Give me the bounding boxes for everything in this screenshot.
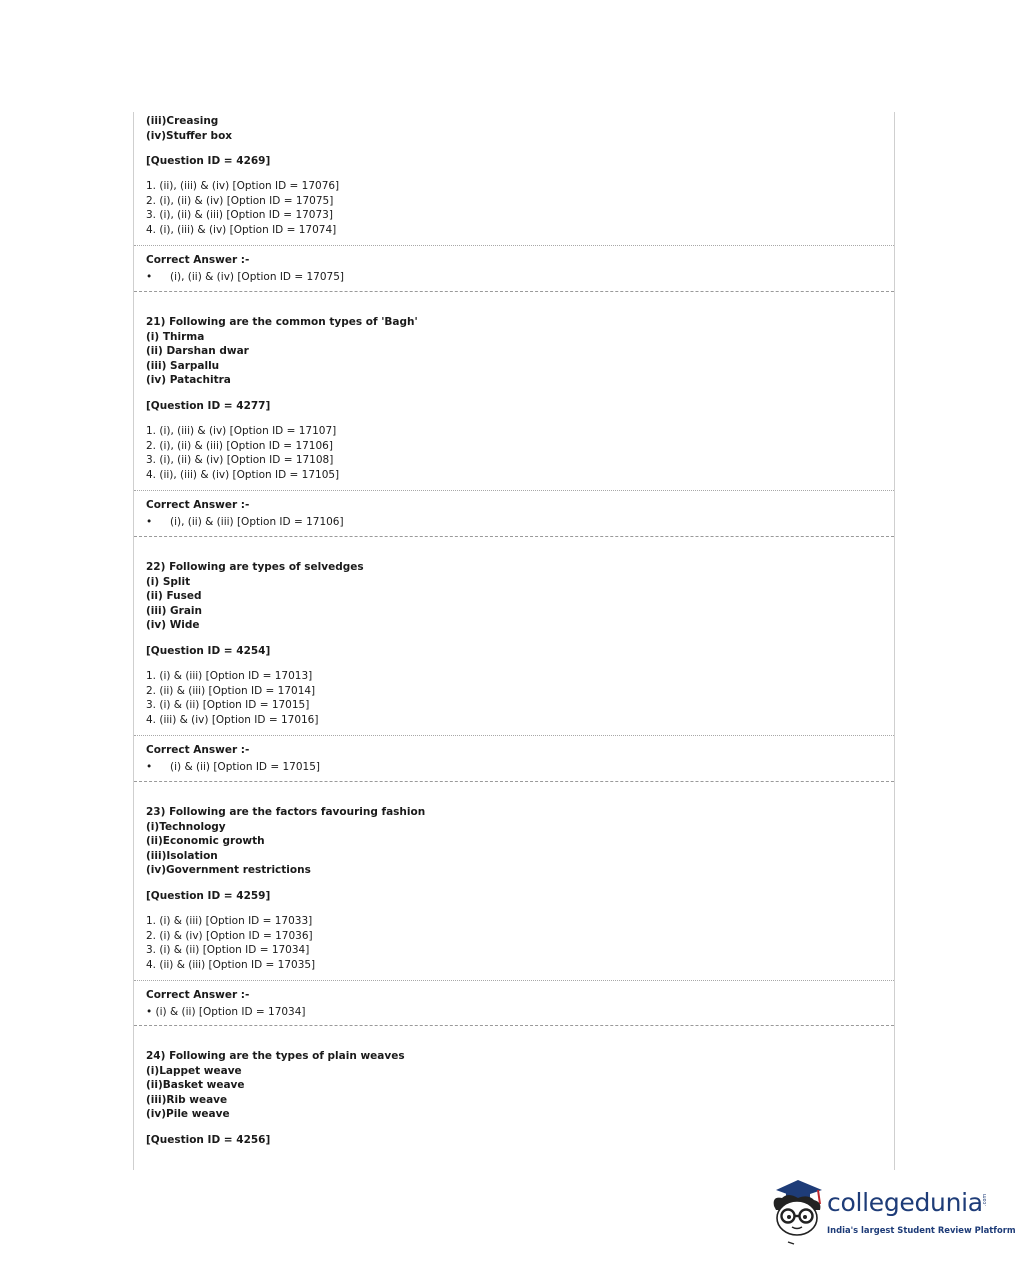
correct-answer-label: Correct Answer :-	[146, 989, 250, 1001]
logo-tagline: India's largest Student Review Platform	[827, 1225, 1016, 1235]
logo-wordmark: collegedunia	[827, 1188, 983, 1217]
option: 3. (i) & (ii) [Option ID = 17015]	[146, 699, 310, 712]
correct-answer	[146, 760, 320, 775]
question-id: [Question ID = 4277]	[146, 400, 271, 412]
option-list	[146, 669, 318, 727]
question-line: (i)Lappet weave	[146, 1064, 242, 1077]
question-line: (iv)Pile weave	[146, 1108, 230, 1121]
question-line: (i) Split	[146, 575, 191, 588]
question-20-tail	[146, 114, 232, 143]
question-line: (iii) Sarpallu	[146, 359, 220, 372]
question-21	[146, 315, 418, 388]
question-23	[146, 805, 425, 878]
option: 1. (ii), (iii) & (iv) [Option ID = 17076]	[146, 180, 340, 192]
question-line: (ii)Economic growth	[146, 835, 265, 848]
question-line: (i) Thirma	[146, 330, 205, 343]
question-stem: 23) Following are the factors favouring fashion	[146, 806, 426, 818]
divider	[134, 980, 894, 981]
collegedunia-logo	[768, 1176, 1016, 1246]
question-stem: 24) Following are the types of plain weaves	[146, 1050, 405, 1062]
question-line: (iii) Grain	[146, 604, 203, 617]
option: 3. (i), (ii) & (iii) [Option ID = 17073]	[146, 209, 333, 222]
answer-text: (i), (ii) & (iv) [Option ID = 17075]	[170, 271, 344, 283]
question-line: (iv) Wide	[146, 619, 200, 632]
question-line: (iii)Rib weave	[146, 1093, 228, 1106]
question-separator	[134, 536, 894, 537]
correct-answer	[146, 515, 344, 530]
option: 2. (i), (ii) & (iii) [Option ID = 17106]	[146, 439, 333, 452]
question-line: (iv)Government restrictions	[146, 864, 311, 877]
question-line: (ii) Darshan dwar	[146, 345, 249, 358]
question-stem: 22) Following are types of selvedges	[146, 561, 364, 573]
answer-text: (i) & (ii) [Option ID = 17034]	[155, 1006, 306, 1018]
question-separator	[134, 1025, 894, 1026]
divider	[134, 245, 894, 246]
correct-answer-label: Correct Answer :-	[146, 744, 250, 756]
option: 4. (i), (iii) & (iv) [Option ID = 17074]	[146, 223, 337, 236]
option-list	[146, 424, 339, 482]
correct-answer-label: Correct Answer :-	[146, 254, 250, 266]
question-line: (iv) Patachitra	[146, 374, 231, 387]
bullet: •	[146, 516, 153, 528]
option: 2. (i) & (iv) [Option ID = 17036]	[146, 929, 313, 942]
question-line: (ii)Basket weave	[146, 1079, 245, 1092]
question-separator	[134, 291, 894, 292]
question-id: [Question ID = 4254]	[146, 645, 271, 657]
option: 2. (ii) & (iii) [Option ID = 17014]	[146, 684, 316, 697]
answer-text: (i), (ii) & (iii) [Option ID = 17106]	[170, 516, 344, 528]
option-list	[146, 179, 339, 237]
question-22	[146, 560, 364, 633]
bullet: •	[146, 271, 153, 283]
question-separator	[134, 781, 894, 782]
logo-domain: .com	[982, 1193, 988, 1206]
bullet: •	[146, 761, 153, 773]
divider	[134, 735, 894, 736]
question-id: [Question ID = 4269]	[146, 155, 271, 167]
option: 3. (i) & (ii) [Option ID = 17034]	[146, 944, 310, 957]
question-line: (iii)Isolation	[146, 849, 218, 862]
option: 1. (i) & (iii) [Option ID = 17033]	[146, 915, 313, 927]
question-stem: 21) Following are the common types of 'Bagh'	[146, 316, 418, 328]
option: 1. (i), (iii) & (iv) [Option ID = 17107]	[146, 425, 337, 437]
option-list	[146, 914, 315, 972]
correct-answer	[146, 270, 344, 285]
mascot-icon	[768, 1176, 828, 1246]
option: 3. (i), (ii) & (iv) [Option ID = 17108]	[146, 454, 334, 467]
divider	[134, 490, 894, 491]
bullet: •	[146, 1006, 153, 1018]
option: 2. (i), (ii) & (iv) [Option ID = 17075]	[146, 194, 334, 207]
correct-answer-label: Correct Answer :-	[146, 499, 250, 511]
question-line: (iv)Stuffer box	[146, 129, 233, 142]
answer-text: (i) & (ii) [Option ID = 17015]	[170, 761, 320, 773]
question-id: [Question ID = 4256]	[146, 1134, 271, 1146]
option: 1. (i) & (iii) [Option ID = 17013]	[146, 670, 313, 682]
question-paper	[133, 112, 895, 1170]
question-line: (ii) Fused	[146, 590, 202, 603]
option: 4. (ii) & (iii) [Option ID = 17035]	[146, 958, 316, 971]
question-line: (i)Technology	[146, 820, 226, 833]
question-line: (iii)Creasing	[146, 115, 219, 127]
correct-answer	[146, 1005, 306, 1020]
option: 4. (ii), (iii) & (iv) [Option ID = 17105]	[146, 468, 340, 481]
question-24	[146, 1049, 405, 1122]
question-id: [Question ID = 4259]	[146, 890, 271, 902]
option: 4. (iii) & (iv) [Option ID = 17016]	[146, 713, 319, 726]
